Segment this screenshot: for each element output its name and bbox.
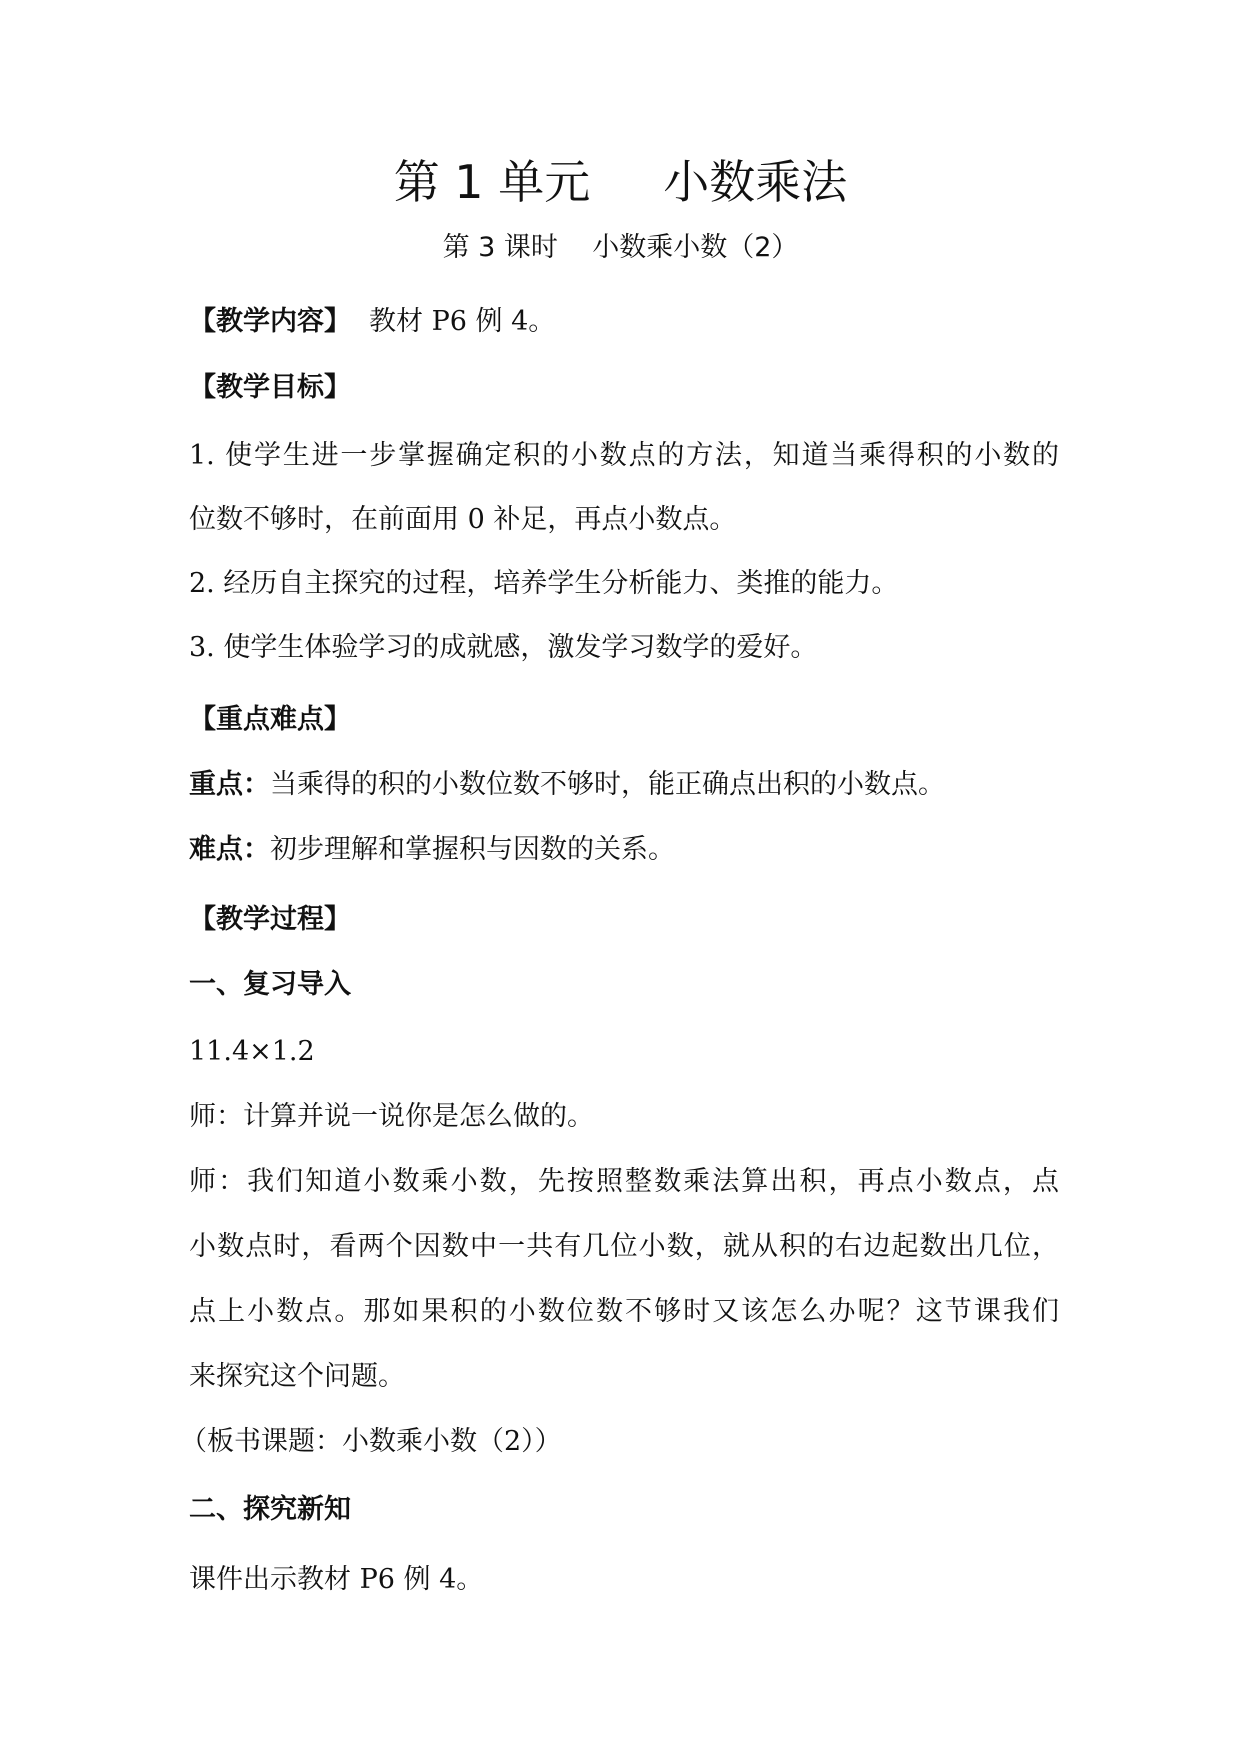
- key-point-label: 重点：: [189, 769, 270, 800]
- teacher-prompt-2-line-2: 小数点时，看两个因数中一共有几位小数，就从积的右边起数出几位，: [189, 1231, 1059, 1262]
- difficulty-label: 难点：: [189, 834, 270, 865]
- teaching-content-label: 【教学内容】: [189, 306, 351, 337]
- objective-3: 3. 使学生体验学习的成就感，激发学习数学的爱好。: [189, 632, 818, 663]
- objective-2: 2. 经历自主探究的过程，培养学生分析能力、类推的能力。: [189, 568, 899, 599]
- teacher-prompt-2-line-1: 师：我们知道小数乘小数，先按照整数乘法算出积，再点小数点，点: [189, 1166, 1059, 1197]
- lesson-subtitle: 第 3 课时 小数乘小数（2）: [442, 232, 799, 263]
- board-title: （板书课题：小数乘小数（2））: [180, 1426, 562, 1457]
- teacher-prompt-2-line-4: 来探究这个问题。: [189, 1361, 405, 1392]
- objectives-heading: 【教学目标】: [189, 372, 351, 403]
- review-expression: 11.4×1.2: [189, 1036, 315, 1067]
- teaching-content-row: [189, 302, 1059, 342]
- key-points-heading: 【重点难点】: [189, 704, 351, 735]
- teacher-prompt-2-line-3: 点上小数点。那如果积的小数位数不够时又该怎么办呢？这节课我们: [189, 1296, 1059, 1327]
- difficulty-row: [189, 830, 1059, 870]
- key-point-row: [189, 765, 1059, 805]
- teacher-prompt-1: 师：计算并说一说你是怎么做的。: [189, 1101, 594, 1132]
- objective-1-line-1: 1. 使学生进一步掌握确定积的小数点的方法，知道当乘得积的小数的: [189, 440, 1059, 471]
- difficulty-text: 初步理解和掌握积与因数的关系。: [270, 834, 675, 865]
- courseware-line: 课件出示教材 P6 例 4。: [189, 1564, 484, 1595]
- objective-1-line-2: 位数不够时，在前面用 0 补足，再点小数点。: [189, 504, 737, 535]
- explore-section-heading: 二、探究新知: [189, 1494, 351, 1525]
- key-point-text: 当乘得的积的小数位数不够时，能正确点出积的小数点。: [270, 769, 945, 800]
- unit-title: 第 1 单元 小数乘法: [393, 155, 848, 209]
- process-heading: 【教学过程】: [189, 904, 351, 935]
- review-section-heading: 一、复习导入: [189, 969, 351, 1000]
- teaching-content-text: 教材 P6 例 4。: [369, 306, 556, 337]
